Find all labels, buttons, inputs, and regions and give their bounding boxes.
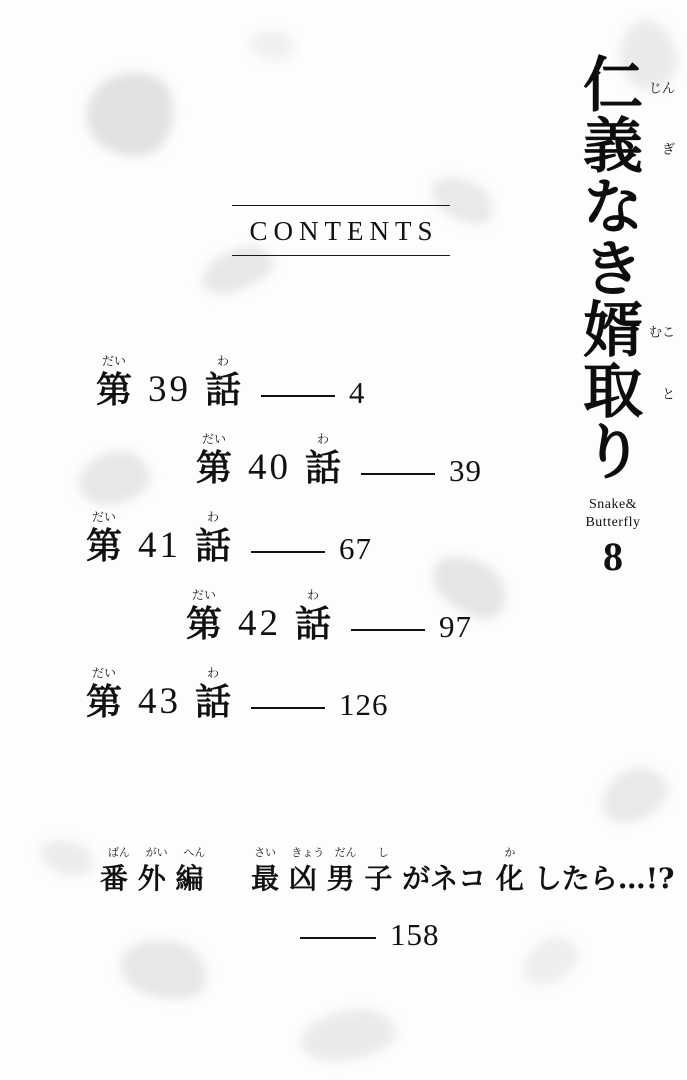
bonus-char-ruby: さい	[254, 846, 277, 859]
chapter-suffix-ruby: わ	[307, 588, 320, 602]
bonus-char: ネ	[430, 862, 459, 895]
bonus-char: きょう 凶	[288, 846, 325, 895]
chapter-suffix: わ 話	[205, 354, 242, 411]
title-char: 仁 じん	[583, 51, 675, 121]
bonus-char-ruby: がい	[145, 846, 168, 859]
chapter-prefix: だい 第	[86, 666, 123, 723]
title-char-ruby: むこ	[648, 325, 675, 341]
toc-list	[0, 330, 560, 723]
bonus-char: へん 編	[175, 846, 206, 895]
bonus-char: だん 男	[326, 846, 357, 895]
chapter-suffix: わ 話	[305, 432, 342, 489]
chapter-page-number: 4	[349, 375, 366, 410]
bonus-char-ruby: か	[504, 846, 516, 859]
chapter-prefix-ruby: だい	[191, 588, 217, 602]
title-char: 取 と	[583, 356, 675, 427]
toc-entry[interactable]	[0, 408, 560, 489]
chapter-number: 39	[148, 369, 192, 410]
toc-entry[interactable]	[0, 642, 560, 723]
chapter-number: 43	[138, 681, 182, 722]
chapter-number: 40	[248, 447, 292, 488]
chapter-suffix: わ 話	[195, 510, 232, 567]
book-subtitle	[553, 496, 673, 531]
petal-decoration	[248, 26, 297, 63]
bonus-char: し	[533, 862, 562, 895]
title-char: な	[583, 173, 643, 244]
bonus-char-ruby: へん	[183, 846, 206, 859]
contents-heading-label: CONTENTS	[249, 216, 439, 246]
bonus-char: がい 外	[137, 846, 168, 895]
book-subtitle-line1: Snake&	[588, 497, 638, 513]
chapter-page-number: 97	[439, 609, 473, 644]
bonus-char: !?	[645, 862, 675, 895]
chapter-page-number: 126	[339, 687, 389, 722]
bonus-char: …	[617, 862, 646, 895]
title-char: 婿 むこ	[583, 295, 675, 366]
chapter-prefix-ruby: だい	[201, 432, 227, 446]
bonus-char: さい 最	[251, 846, 280, 895]
bonus-chapter-entry[interactable]	[0, 846, 675, 952]
chapter-prefix: だい 第	[196, 432, 233, 489]
leader-dash	[261, 395, 335, 397]
bonus-char: し 子	[364, 846, 393, 895]
bonus-char-ruby: ばん	[107, 846, 130, 859]
petal-decoration	[74, 56, 188, 170]
leader-dash	[351, 629, 425, 631]
title-char: 義 ぎ	[583, 112, 675, 183]
chapter-suffix-ruby: わ	[207, 666, 220, 680]
chapter-suffix-ruby: わ	[317, 432, 330, 446]
bonus-char-ruby: し	[377, 846, 389, 859]
chapter-suffix: わ 話	[195, 666, 232, 723]
leader-dash	[300, 937, 376, 939]
bonus-page-row	[0, 919, 580, 950]
bonus-space	[213, 862, 241, 895]
chapter-suffix-ruby: わ	[207, 510, 220, 524]
chapter-number: 41	[138, 525, 182, 566]
bonus-char-ruby: だん	[334, 846, 357, 859]
bonus-page-number: 158	[390, 917, 440, 952]
chapter-number: 42	[238, 603, 282, 644]
title-char-ruby: じん	[648, 81, 675, 97]
chapter-prefix: だい 第	[96, 354, 133, 411]
chapter-prefix: だい 第	[186, 588, 223, 645]
chapter-suffix: わ 話	[295, 588, 332, 645]
title-char: り	[583, 418, 643, 489]
title-char-ruby: ぎ	[661, 142, 675, 158]
chapter-prefix-ruby: だい	[91, 510, 117, 524]
bonus-char: た	[561, 862, 590, 895]
bonus-char-ruby: きょう	[291, 846, 325, 859]
bonus-char: か 化	[495, 846, 524, 895]
contents-rule-bottom	[232, 255, 450, 256]
title-char-ruby: と	[661, 386, 675, 402]
chapter-suffix-ruby: わ	[217, 354, 230, 368]
bonus-char: コ	[458, 862, 487, 895]
bonus-char: ら	[589, 862, 618, 895]
chapter-page-number: 67	[339, 531, 373, 566]
chapter-prefix-ruby: だい	[91, 666, 117, 680]
bonus-char: が	[402, 862, 431, 895]
toc-entry[interactable]	[0, 564, 560, 645]
contents-heading	[232, 205, 450, 256]
petal-decoration	[297, 1004, 399, 1067]
book-title-vertical	[553, 51, 675, 580]
leader-dash	[251, 551, 325, 553]
leader-dash	[361, 473, 435, 475]
volume-number: 8	[603, 534, 623, 580]
petal-decoration	[593, 758, 676, 832]
toc-entry[interactable]	[0, 330, 560, 411]
chapter-prefix-ruby: だい	[101, 354, 127, 368]
leader-dash	[251, 707, 325, 709]
chapter-prefix: だい 第	[86, 510, 123, 567]
book-title-text	[553, 51, 675, 489]
toc-entry[interactable]	[0, 486, 560, 567]
bonus-char: ばん 番	[100, 846, 130, 895]
title-char: き	[583, 234, 643, 305]
bonus-chapter-title	[0, 846, 675, 895]
book-subtitle-line2: Butterfly	[585, 514, 641, 530]
chapter-page-number: 39	[449, 453, 483, 488]
